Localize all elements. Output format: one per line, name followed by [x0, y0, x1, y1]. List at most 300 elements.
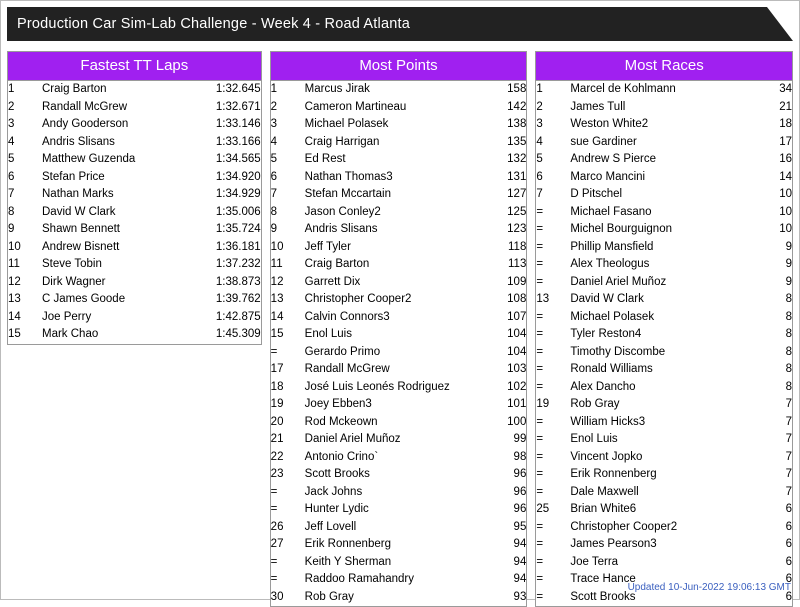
table-row — [271, 554, 527, 572]
row-position: 6 — [270, 170, 278, 183]
row-driver-name: Erik Ronnenberg — [304, 538, 391, 550]
row-driver-name: Rob Gray — [570, 398, 620, 410]
row-driver-name: Marcel de Kohlmann — [570, 83, 676, 95]
table-row — [536, 431, 792, 449]
row-value: 108 — [507, 293, 527, 305]
table-row — [271, 204, 527, 222]
row-position: 5 — [536, 153, 543, 165]
table-row — [271, 431, 527, 449]
table-row — [8, 274, 261, 292]
row-position: 4 — [536, 135, 543, 148]
row-value: 1:33.146 — [215, 118, 261, 130]
row-driver-name: James Pearson3 — [570, 538, 657, 550]
row-position: 13 — [270, 293, 284, 305]
page-title: Production Car Sim-Lab Challenge - Week 4 - Road Atlanta — [17, 16, 410, 32]
row-driver-name: Keith Y Sherman — [304, 555, 392, 568]
row-position: 2 — [8, 100, 15, 113]
leaderboard-columns — [1, 41, 799, 607]
row-value: 103 — [507, 363, 527, 375]
row-position: 3 — [8, 118, 15, 130]
row-driver-name: Dirk Wagner — [42, 275, 106, 288]
table-row — [536, 169, 792, 187]
table-row — [271, 449, 527, 467]
table-row — [536, 536, 792, 554]
row-value: 7 — [785, 433, 793, 445]
row-position: 10 — [270, 240, 284, 253]
row-position: 21 — [270, 433, 284, 445]
row-value: 95 — [513, 520, 527, 533]
table-row — [271, 134, 527, 152]
row-value: 113 — [508, 258, 527, 270]
row-position: = — [536, 310, 544, 323]
row-value: 131 — [507, 170, 527, 183]
row-driver-name: Andrew Bisnett — [42, 240, 120, 253]
row-position: 13 — [536, 293, 550, 305]
row-value: 107 — [507, 310, 527, 323]
row-position: 2 — [536, 100, 543, 113]
table-row — [536, 449, 792, 467]
table-row — [8, 151, 261, 169]
row-value: 9 — [785, 258, 793, 270]
row-driver-name: Craig Harrigan — [304, 135, 380, 148]
row-value: 1:37.232 — [215, 258, 261, 270]
row-position: = — [536, 223, 544, 235]
row-driver-name: Mark Chao — [42, 328, 99, 340]
table-row — [536, 204, 792, 222]
row-driver-name: Christopher Cooper2 — [304, 293, 412, 305]
table-row — [8, 221, 261, 239]
row-value: 1:32.645 — [215, 83, 261, 95]
row-driver-name: Andrew S Pierce — [570, 153, 656, 165]
row-position: = — [536, 468, 544, 480]
row-driver-name: Shawn Bennett — [42, 223, 121, 235]
page-header — [7, 7, 793, 41]
card-title-most-points: Most Points — [271, 52, 527, 81]
row-driver-name: James Tull — [570, 100, 626, 113]
row-position: 27 — [270, 538, 284, 550]
row-position: 1 — [270, 83, 278, 95]
row-value: 1:45.309 — [215, 328, 261, 340]
table-row — [271, 99, 527, 117]
row-value: 102 — [507, 380, 527, 393]
row-driver-name: Marco Mancini — [570, 170, 646, 183]
row-driver-name: David W Clark — [570, 293, 644, 305]
row-driver-name: Jeff Tyler — [304, 240, 351, 253]
table-row — [8, 99, 261, 117]
row-position: 12 — [270, 275, 284, 288]
table-body — [536, 81, 792, 606]
table-row — [536, 326, 792, 344]
row-position: 8 — [8, 205, 15, 218]
row-position: 6 — [8, 170, 15, 183]
row-position: 1 — [536, 83, 543, 95]
row-driver-name: Jack Johns — [304, 485, 363, 498]
row-value: 98 — [513, 450, 527, 463]
row-driver-name: Craig Barton — [304, 258, 370, 270]
table-row — [271, 571, 527, 589]
row-position: = — [536, 328, 544, 340]
row-position: 30 — [270, 590, 284, 603]
row-position: 3 — [270, 118, 278, 130]
table-row — [271, 519, 527, 537]
row-value: 1:35.006 — [215, 205, 261, 218]
row-value: 101 — [507, 398, 527, 410]
table-row — [271, 344, 527, 362]
table-row — [536, 274, 792, 292]
row-value: 123 — [507, 223, 527, 235]
row-position: 15 — [270, 328, 284, 340]
row-driver-name: Andris Slisans — [42, 135, 115, 148]
row-value: 8 — [785, 380, 793, 393]
row-value: 10 — [779, 188, 793, 200]
row-driver-name: Andy Gooderson — [42, 118, 129, 130]
row-value: 125 — [507, 205, 527, 218]
row-value: 138 — [507, 118, 527, 130]
table-row — [536, 116, 792, 134]
table-row — [271, 379, 527, 397]
row-value: 1:34.565 — [215, 153, 261, 165]
row-position: = — [536, 380, 544, 393]
row-value: 135 — [507, 135, 527, 148]
table-row — [536, 361, 792, 379]
row-value: 9 — [785, 275, 793, 288]
table-fastest-tt-laps — [8, 81, 261, 344]
row-driver-name: Christopher Cooper2 — [570, 520, 678, 533]
table-row — [8, 134, 261, 152]
row-position: = — [536, 450, 544, 463]
row-value: 10 — [779, 223, 793, 235]
row-value: 96 — [513, 485, 527, 498]
table-row — [271, 169, 527, 187]
row-position: 1 — [8, 83, 15, 95]
row-position: 9 — [8, 223, 15, 235]
row-position: = — [536, 590, 544, 603]
table-row — [271, 396, 527, 414]
row-value: 6 — [785, 573, 793, 585]
row-driver-name: Andris Slisans — [304, 223, 378, 235]
row-driver-name: Timothy Discombe — [570, 345, 666, 358]
row-position: 25 — [536, 503, 550, 515]
row-value: 1:32.671 — [215, 100, 261, 113]
row-value: 1:35.724 — [215, 223, 261, 235]
row-position: 10 — [8, 240, 21, 253]
table-row — [536, 186, 792, 204]
row-value: 10 — [779, 205, 793, 218]
row-position: 7 — [270, 188, 278, 200]
row-value: 158 — [507, 83, 527, 95]
row-value: 17 — [779, 135, 793, 148]
table-row — [536, 501, 792, 519]
row-position: 14 — [8, 310, 21, 323]
table-row — [536, 256, 792, 274]
row-value: 8 — [785, 363, 793, 375]
table-row — [536, 221, 792, 239]
row-position: = — [536, 240, 544, 253]
table-row — [8, 309, 261, 327]
row-driver-name: Steve Tobin — [42, 258, 102, 270]
row-value: 6 — [785, 538, 793, 550]
row-position: 23 — [270, 468, 284, 480]
row-position: 4 — [8, 135, 15, 148]
card-title-most-races: Most Races — [536, 52, 792, 81]
table-most-races — [536, 81, 792, 606]
row-position: = — [536, 433, 544, 445]
table-row — [271, 151, 527, 169]
row-driver-name: Randall McGrew — [304, 363, 390, 375]
row-driver-name: Joey Ebben3 — [304, 398, 372, 410]
row-value: 8 — [785, 293, 793, 305]
row-driver-name: Garrett Dix — [304, 275, 361, 288]
table-row — [8, 239, 261, 257]
row-driver-name: Alex Dancho — [570, 380, 636, 393]
row-driver-name: Erik Ronnenberg — [570, 468, 657, 480]
table-row — [536, 414, 792, 432]
row-value: 14 — [779, 170, 793, 183]
row-value: 99 — [513, 433, 527, 445]
table-row — [271, 484, 527, 502]
row-driver-name: Calvin Connors3 — [304, 310, 390, 323]
row-value: 8 — [785, 328, 793, 340]
table-row — [271, 466, 527, 484]
table-row — [271, 116, 527, 134]
header-notch-decoration — [767, 7, 793, 41]
row-driver-name: Matthew Guzenda — [42, 153, 136, 165]
row-value: 1:34.920 — [215, 170, 261, 183]
table-body — [8, 81, 261, 344]
row-driver-name: Trace Hance — [570, 573, 636, 585]
table-row — [271, 186, 527, 204]
row-position: 14 — [270, 310, 284, 323]
card-fastest-tt-laps — [7, 51, 262, 345]
row-position: = — [536, 205, 544, 218]
table-row — [536, 466, 792, 484]
row-position: 20 — [270, 415, 284, 428]
row-position: = — [536, 345, 544, 358]
row-value: 96 — [513, 468, 527, 480]
row-value: 34 — [779, 83, 793, 95]
row-position: 13 — [8, 293, 21, 305]
table-row — [271, 239, 527, 257]
row-value: 6 — [785, 503, 793, 515]
row-position: = — [536, 573, 544, 585]
table-row — [536, 291, 792, 309]
row-driver-name: Tyler Reston4 — [570, 328, 642, 340]
table-row — [8, 326, 261, 344]
table-row — [271, 361, 527, 379]
row-position: = — [270, 555, 278, 568]
row-driver-name: Daniel Ariel Muñoz — [570, 275, 667, 288]
row-driver-name: Enol Luis — [570, 433, 618, 445]
table-row — [536, 309, 792, 327]
row-position: 19 — [270, 398, 284, 410]
table-row — [536, 396, 792, 414]
row-position: = — [536, 363, 544, 375]
row-value: 104 — [507, 328, 527, 340]
row-value: 94 — [513, 573, 527, 585]
row-value: 132 — [507, 153, 527, 165]
table-row — [536, 519, 792, 537]
row-value: 109 — [507, 275, 527, 288]
row-value: 8 — [785, 310, 793, 323]
row-value: 8 — [785, 345, 793, 358]
table-row — [8, 204, 261, 222]
table-row — [8, 186, 261, 204]
row-value: 18 — [779, 118, 793, 130]
row-driver-name: Nathan Marks — [42, 188, 114, 200]
row-driver-name: Joe Perry — [42, 310, 92, 323]
row-value: 1:39.762 — [215, 293, 261, 305]
row-value: 104 — [507, 345, 527, 358]
row-position: 19 — [536, 398, 550, 410]
row-driver-name: Scott Brooks — [304, 468, 370, 480]
table-row — [536, 99, 792, 117]
row-driver-name: Jeff Lovell — [304, 520, 357, 533]
row-value: 6 — [785, 555, 793, 568]
row-driver-name: Stefan Price — [42, 170, 105, 183]
table-row — [271, 274, 527, 292]
row-driver-name: Dale Maxwell — [570, 485, 639, 498]
row-driver-name: Ronald Williams — [570, 363, 653, 375]
row-driver-name: Brian White6 — [570, 503, 637, 515]
row-position: 9 — [270, 223, 278, 235]
row-position: = — [270, 503, 278, 515]
row-position: = — [536, 415, 544, 428]
table-row — [8, 169, 261, 187]
row-driver-name: Jason Conley2 — [304, 205, 381, 218]
row-value: 16 — [779, 153, 793, 165]
table-most-points — [271, 81, 527, 606]
row-driver-name: Alex Theologus — [570, 258, 650, 270]
row-value: 127 — [507, 188, 527, 200]
row-position: 3 — [536, 118, 543, 130]
row-driver-name: Joe Terra — [570, 555, 619, 568]
row-driver-name: sue Gardiner — [570, 135, 637, 148]
card-title-fastest-tt-laps: Fastest TT Laps — [8, 52, 261, 81]
row-driver-name: Michel Bourguignon — [570, 223, 672, 235]
row-value: 7 — [785, 415, 793, 428]
row-value: 1:38.873 — [215, 275, 261, 288]
row-value: 142 — [507, 100, 527, 113]
table-row — [271, 414, 527, 432]
row-value: 94 — [513, 555, 527, 568]
row-driver-name: David W Clark — [42, 205, 116, 218]
row-driver-name: Michael Polasek — [304, 118, 389, 130]
row-position: 11 — [8, 258, 20, 270]
row-position: 11 — [270, 258, 283, 270]
row-driver-name: Marcus Jirak — [304, 83, 370, 95]
table-row — [8, 116, 261, 134]
table-row — [271, 536, 527, 554]
row-driver-name: Michael Fasano — [570, 205, 652, 218]
row-value: 9 — [785, 240, 793, 253]
table-row — [536, 134, 792, 152]
row-driver-name: Enol Luis — [304, 328, 352, 340]
row-position: 15 — [8, 328, 21, 340]
row-value: 1:36.181 — [215, 240, 261, 253]
row-position: = — [536, 538, 544, 550]
row-position: 22 — [270, 450, 284, 463]
table-row — [8, 291, 261, 309]
row-driver-name: Scott Brooks — [570, 590, 636, 603]
row-value: 100 — [507, 415, 527, 428]
row-value: 1:33.166 — [215, 135, 261, 148]
row-position: 2 — [270, 100, 278, 113]
card-most-races — [535, 51, 793, 607]
row-position: 4 — [270, 135, 278, 148]
row-position: 8 — [270, 205, 278, 218]
row-position: 7 — [8, 188, 15, 200]
row-driver-name: Daniel Ariel Muñoz — [304, 433, 401, 445]
table-row — [8, 256, 261, 274]
table-row — [271, 221, 527, 239]
row-value: 96 — [513, 503, 527, 515]
table-row — [536, 81, 792, 99]
table-body — [271, 81, 527, 606]
table-row — [271, 309, 527, 327]
row-position: 5 — [270, 153, 278, 165]
row-value: 118 — [508, 240, 527, 253]
table-row — [536, 151, 792, 169]
row-driver-name: Cameron Martineau — [304, 100, 407, 113]
row-driver-name: Raddoo Ramahandry — [304, 573, 414, 585]
updated-timestamp: Updated 10-Jun-2022 19:06:13 GMT — [627, 582, 791, 593]
table-row — [536, 344, 792, 362]
row-value: 21 — [779, 100, 793, 113]
row-position: = — [536, 258, 544, 270]
row-value: 7 — [785, 485, 793, 498]
row-position: 26 — [270, 520, 284, 533]
row-position: = — [536, 555, 544, 568]
row-value: 1:34.929 — [215, 188, 261, 200]
row-driver-name: C James Goode — [42, 293, 126, 305]
row-driver-name: Michael Polasek — [570, 310, 655, 323]
table-row — [271, 326, 527, 344]
row-position: = — [536, 520, 544, 533]
row-position: = — [270, 485, 278, 498]
table-row — [271, 81, 527, 99]
row-position: = — [536, 275, 544, 288]
card-most-points — [270, 51, 528, 607]
row-driver-name: Weston White2 — [570, 118, 649, 130]
row-value: 94 — [513, 538, 527, 550]
row-driver-name: Craig Barton — [42, 83, 107, 95]
row-position: 12 — [8, 275, 21, 288]
row-driver-name: Phillip Mansfield — [570, 240, 654, 253]
row-driver-name: Nathan Thomas3 — [304, 170, 393, 183]
row-position: = — [270, 345, 278, 358]
row-value: 7 — [785, 398, 793, 410]
row-position: = — [536, 485, 544, 498]
row-driver-name: Rob Gray — [304, 590, 354, 603]
row-value: 6 — [785, 520, 793, 533]
table-row — [271, 589, 527, 607]
row-driver-name: Vincent Jopko — [570, 450, 643, 463]
row-value: 7 — [785, 468, 793, 480]
row-driver-name: D Pitschel — [570, 188, 623, 200]
row-position: 5 — [8, 153, 15, 165]
row-position: = — [270, 573, 278, 585]
row-value: 6 — [785, 590, 793, 603]
row-driver-name: William Hicks3 — [570, 415, 646, 428]
row-driver-name: Rod Mckeown — [304, 415, 378, 428]
row-value: 7 — [785, 450, 793, 463]
table-row — [271, 291, 527, 309]
row-value: 1:42.875 — [215, 310, 261, 323]
table-row — [536, 379, 792, 397]
table-row — [271, 256, 527, 274]
row-value: 93 — [513, 590, 527, 603]
table-row — [8, 81, 261, 99]
